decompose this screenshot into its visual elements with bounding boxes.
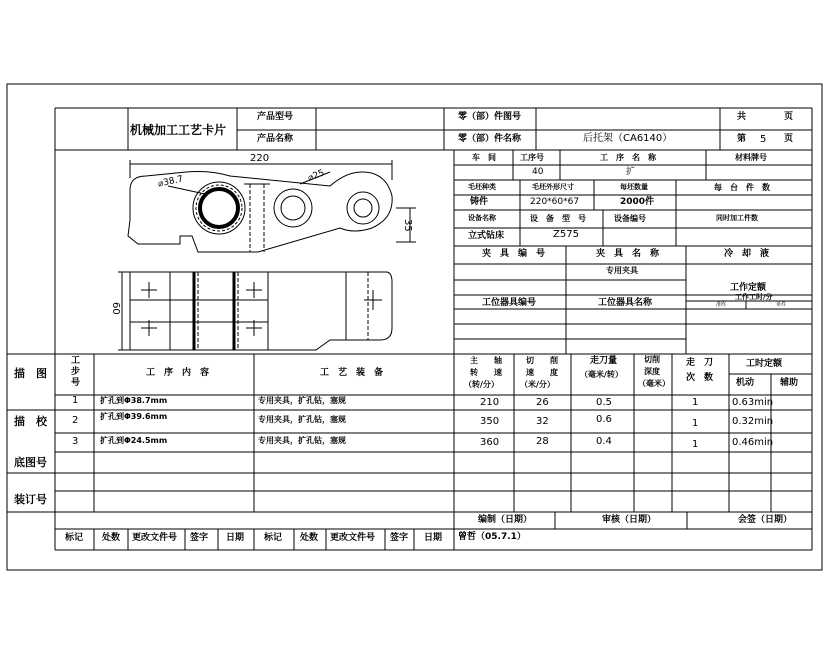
row1-pass: 1 (692, 397, 699, 408)
header-aux: 辅助 (780, 378, 799, 388)
header-depth-a: 切削 (644, 355, 660, 364)
tool-no-label: 工位器具编号 (482, 298, 537, 308)
header-cut-b: 速 度 (526, 368, 558, 377)
equip-no-label: 设备编号 (614, 214, 646, 223)
bind-no-label: 装订号 (14, 493, 47, 506)
row3-pass: 1 (692, 439, 699, 450)
base-no-label: 底图号 (14, 456, 47, 469)
total-unit: 页 (784, 112, 794, 122)
fixture-name: 专用夹具 (606, 266, 638, 275)
part-name: 后托架（CA6140） (583, 133, 673, 144)
row3-step: 3 (72, 436, 79, 447)
compile-label: 编制（日期） (478, 515, 533, 525)
per-unit-label: 每 台 件 数 (714, 183, 770, 192)
workshop-label: 车 间 (472, 153, 496, 162)
row1-equip: 专用夹具，扩孔钻，塞规 (258, 396, 346, 405)
tool-name-label: 工位器具名称 (598, 298, 653, 308)
equip-name-label: 设备名称 (468, 214, 496, 222)
header-pass-b: 次 数 (686, 373, 714, 383)
row2-time: 0.32min (732, 416, 774, 427)
blank-qty: 2000件 (620, 197, 655, 207)
op-no-label: 工序号 (520, 153, 544, 162)
header-machine: 机动 (736, 378, 755, 388)
footer-place-2: 处数 (300, 533, 319, 543)
row1-cut: 26 (536, 397, 549, 408)
row1-step: 1 (72, 395, 79, 406)
row2-equip: 专用夹具，扩孔钻，塞规 (258, 415, 346, 424)
part-name-label: 零（部）件名称 (458, 134, 522, 144)
equip-name: 立式钻床 (468, 231, 505, 241)
time-quota-label: 工作定额 (730, 283, 767, 293)
row3-equip: 专用夹具，扩孔钻，塞规 (258, 436, 346, 445)
material-label: 材料牌号 (735, 153, 767, 162)
page-unit: 页 (784, 134, 794, 144)
simul-label: 同时加工件数 (716, 214, 758, 222)
op-name: 扩 (626, 167, 636, 177)
prep-label: 准终 (716, 302, 727, 308)
fixture-no-label: 夹 具 编 号 (482, 249, 546, 259)
header-content: 工 序 内 容 (146, 368, 210, 378)
dim-35: 35 (402, 219, 413, 232)
row3-time: 0.46min (732, 437, 774, 448)
proof-label: 描 校 (14, 415, 47, 428)
page-label: 第 (737, 134, 747, 144)
row3-speed: 360 (480, 437, 500, 448)
dim-38-7: ⌀38.7 (157, 174, 185, 190)
row2-feed: 0.6 (596, 414, 612, 425)
blank-qty-label: 每坯数量 (620, 183, 648, 191)
header-feed-b: （毫米/转） (580, 370, 623, 379)
row1-content: 扩孔到Φ38.7mm (100, 396, 168, 405)
row3-cut: 28 (536, 436, 549, 447)
total-label: 共 (737, 112, 747, 122)
part-drawing-no-label: 零（部）件图号 (458, 112, 522, 122)
row2-pass: 1 (692, 418, 699, 429)
sign-label: 会签（日期） (738, 515, 793, 525)
equip-model-label: 设 备 型 号 (530, 214, 586, 223)
row3-feed: 0.4 (596, 436, 612, 447)
product-name-label: 产品名称 (257, 134, 294, 144)
row3-content: 扩孔到Φ24.5mm (100, 436, 168, 445)
footer-mark-2: 标记 (264, 533, 283, 543)
product-model-label: 产品型号 (257, 112, 294, 122)
footer-signature-2: 签字 (390, 533, 409, 543)
blank-size-label: 毛坯外形尺寸 (532, 183, 574, 191)
header-cut-a: 切 削 (526, 356, 558, 365)
dim-60: 60 (110, 302, 121, 315)
header-feed-a: 走刀量 (590, 356, 618, 366)
footer-date-2: 日期 (424, 533, 443, 543)
footer-place-1: 处数 (102, 533, 121, 543)
row1-speed: 210 (480, 397, 500, 408)
dim-220: 220 (250, 153, 270, 164)
fixture-name-label: 夹 具 名 称 (596, 249, 660, 259)
row1-time: 0.63min (732, 397, 774, 408)
header-speed-b: 转 速 (470, 368, 502, 377)
time-unit-label: 工作工时/分 (735, 293, 773, 301)
coolant-label: 冷 却 液 (724, 249, 770, 259)
header-speed-a: 主 轴 (470, 356, 502, 365)
row2-cut: 32 (536, 416, 549, 427)
header-speed-c: （转/分） (464, 380, 499, 389)
single-label: 单件 (776, 302, 787, 308)
equip-model: Z575 (553, 229, 579, 240)
header-depth-c: （毫米） (638, 379, 670, 388)
header-quota: 工时定额 (746, 359, 783, 369)
blank-size: 220*60*67 (530, 197, 580, 207)
op-no: 40 (532, 167, 544, 177)
footer-change-doc-2: 更改文件号 (330, 533, 376, 543)
op-name-label: 工 序 名 称 (600, 153, 656, 162)
header-pass-a: 走 刀 (686, 358, 714, 368)
footer-mark-1: 标记 (65, 533, 84, 543)
footer-date-1: 日期 (226, 533, 245, 543)
row2-speed: 350 (480, 416, 500, 427)
review-label: 审核（日期） (602, 515, 657, 525)
blank-type: 铸件 (470, 197, 489, 207)
blank-type-label: 毛坯种类 (468, 183, 496, 191)
header-depth-b: 深度 (644, 367, 660, 376)
header-equip: 工 艺 装 备 (320, 368, 384, 378)
dim-25: ⌀25 (306, 168, 326, 184)
footer-signature-1: 签字 (190, 533, 209, 543)
compiler: 曾哲（05.7.1） (458, 532, 526, 542)
card-title: 机械加工工艺卡片 (130, 123, 227, 137)
header-cut-c: （米/分） (520, 380, 555, 389)
page-number: 5 (760, 134, 767, 145)
footer-change-doc-1: 更改文件号 (132, 533, 178, 543)
trace-label: 描 图 (14, 367, 47, 380)
row1-feed: 0.5 (596, 397, 612, 408)
row2-step: 2 (72, 415, 79, 426)
header-step: 工步号 (71, 356, 81, 388)
row2-content: 扩孔到Φ39.6mm (100, 412, 168, 421)
